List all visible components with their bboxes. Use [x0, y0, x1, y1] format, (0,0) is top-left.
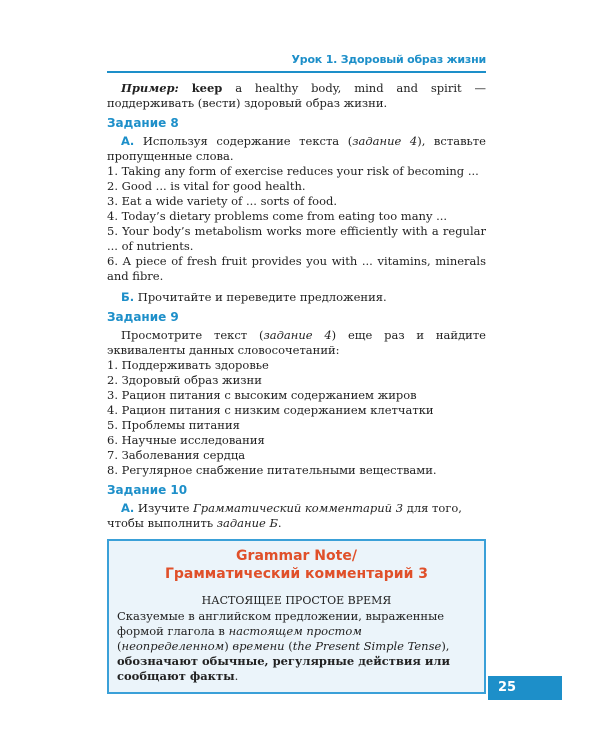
task8-item: 1. Taking any form of exercise reduces your risk of becoming ...	[107, 164, 479, 178]
header-title: Урок 1. Здоровый образ жизни	[291, 53, 486, 66]
task8-part-b: Б. Прочитайте и переведите предложения.	[121, 290, 387, 304]
task9-item: 4. Рацион питания с низким содержанием клетчатки	[107, 403, 434, 417]
task9-item: 6. Научные исследования	[107, 433, 265, 447]
task8-letter-b: Б.	[121, 290, 135, 304]
task8-item: 6. A piece of fresh fruit provides you with ... vitamins, minerals and fibre.	[107, 254, 486, 283]
example-keyword: keep	[191, 81, 223, 95]
note-body: Сказуемые в английском предложении, выраженные формой глагола в настоящем простом (неопределенном) времени (the Present Simple Tense), обозначают обычные, регулярные действия или сообщают факты.	[117, 609, 451, 683]
task9-item: 2. Здоровый образ жизни	[107, 373, 262, 387]
task10-letter-a: А.	[121, 501, 135, 515]
page-content	[107, 81, 486, 694]
task8-item: 4. Today’s dietary problems come from eating too many ...	[107, 209, 448, 223]
task8-part-a: А. Используя содержание текста (задание 4), вставьте пропущенные слова.	[107, 134, 486, 163]
grammar-note-box	[107, 539, 486, 694]
note-title-line2: Грамматический комментарий 3	[164, 566, 429, 582]
task10-part-a: А. Изучите Грамматический комментарий 3 для того, чтобы выполнить задание Б.	[107, 501, 462, 530]
task9-heading: Задание 9	[107, 310, 179, 324]
task9-intro: Просмотрите текст (задание 4) еще раз и найдите эквиваленты данных словосочетаний:	[107, 328, 486, 357]
page-number: 25	[498, 680, 517, 695]
example-label: Пример:	[121, 81, 179, 95]
task10-heading: Задание 10	[107, 483, 188, 497]
task9-item: 7. Заболевания сердца	[107, 448, 246, 462]
task8-item: 2. Good ... is vital for good health.	[107, 179, 306, 193]
task8-item: 5. Your body’s metabolism works more efficiently with a regular ... of nutrients.	[107, 224, 486, 253]
note-title-line1: Grammar Note/	[236, 548, 357, 564]
task9-item: 3. Рацион питания с высоким содержанием жиров	[107, 388, 417, 402]
running-header	[107, 50, 486, 70]
task9-item: 1. Поддерживать здоровье	[107, 358, 269, 372]
note-subtitle: НАСТОЯЩЕЕ ПРОСТОЕ ВРЕМЯ	[201, 594, 392, 607]
task9-item: 8. Регулярное снабжение питательными веществами.	[107, 463, 437, 477]
task8-item: 3. Eat a wide variety of ... sorts of food.	[107, 194, 338, 208]
example-text: a healthy body, mind and spirit — поддерживать (вести) здоровый образ жизни.	[107, 81, 487, 110]
task8-heading: Задание 8	[107, 116, 179, 130]
task8-letter-a: А.	[121, 134, 135, 148]
page-number-tab	[488, 676, 562, 700]
header-rule	[107, 71, 486, 73]
example-paragraph	[107, 81, 486, 111]
task9-item: 5. Проблемы питания	[107, 418, 240, 432]
